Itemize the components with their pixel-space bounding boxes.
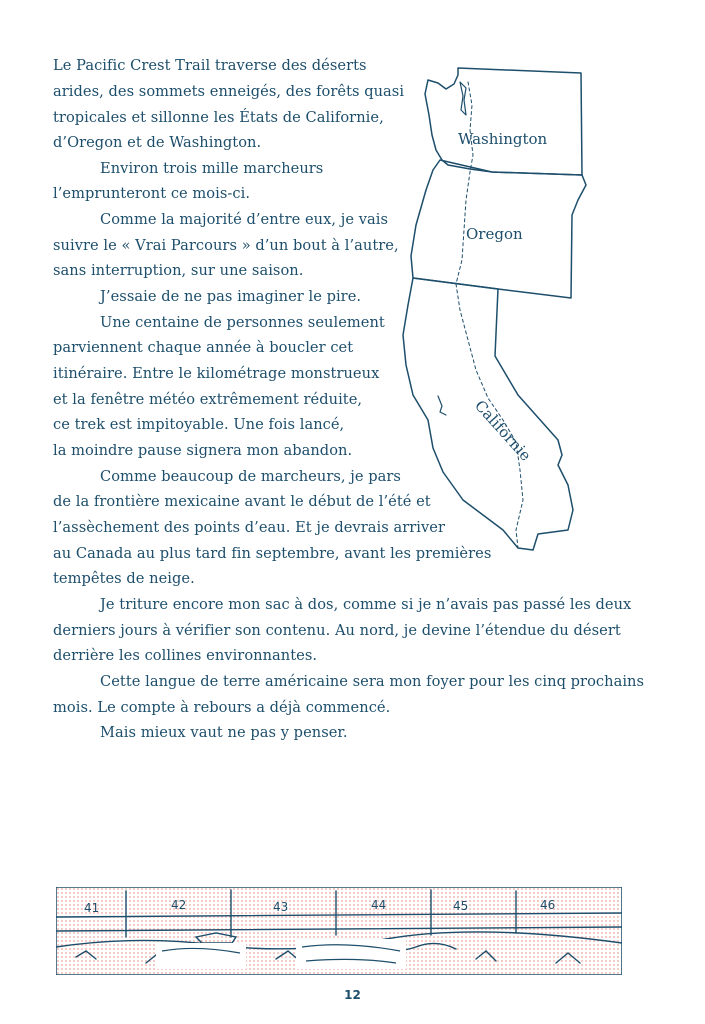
distance-marker: 45 [453, 899, 469, 913]
puget-sound-outline [460, 82, 466, 115]
text-line: Cette langue de terre américaine sera mon foyer pour les cinq prochains [100, 673, 645, 690]
text-line: Le Pacific Crest Trail traverse des déserts [53, 57, 367, 74]
text-line: au Canada au plus tard fin septembre, avant les premières [53, 545, 492, 562]
text-line: de la frontière mexicaine avant le début de l’été et [53, 493, 431, 510]
text-line: itinéraire. Entre le kilométrage monstrueux [53, 365, 380, 382]
text-line: ce trek est impitoyable. Une fois lancé, [53, 416, 345, 433]
text-line: derniers jours à vérifier son contenu. Au nord, je devine l’étendue du désert [53, 622, 621, 639]
page-number: 12 [344, 988, 361, 1002]
text-line: sans interruption, sur une saison. [53, 262, 304, 279]
text-line: tempêtes de neige. [53, 570, 195, 587]
white-ground-patch [296, 939, 406, 969]
distance-marker: 44 [371, 898, 387, 912]
text-line: tropicales et sillonne les États de Californie, [53, 109, 384, 126]
distance-marker: 42 [171, 898, 187, 912]
text-line: Je triture encore mon sac à dos, comme si je n’avais pas passé les deux [100, 596, 632, 613]
text-line: parviennent chaque année à boucler cet [53, 339, 354, 356]
text-line: Comme beaucoup de marcheurs, je pars [100, 468, 401, 485]
text-line: arides, des sommets enneigés, des forêts quasi [53, 83, 405, 100]
text-line: d’Oregon et de Washington. [53, 134, 262, 151]
text-line: Comme la majorité d’entre eux, je vais [100, 211, 389, 228]
text-line: l’assèchement des points d’eau. Et je devrais arriver [53, 519, 445, 536]
text-line: derrière les collines environnantes. [53, 647, 318, 664]
distance-marker: 43 [273, 900, 289, 914]
text-line: suivre le « Vrai Parcours » d’un bout à l’autre, [53, 237, 399, 254]
distance-marker: 46 [540, 898, 556, 912]
pacific-crest-trail-line [456, 82, 523, 548]
text-line: l’emprunteront ce mois-ci. [53, 185, 251, 202]
text-line: la moindre pause signera mon abandon. [53, 442, 353, 459]
washington-state-outline [425, 68, 582, 175]
text-line: Une centaine de personnes seulement [100, 314, 385, 331]
distance-marker: 41 [84, 901, 100, 915]
white-ground-patch [156, 943, 246, 969]
landscape-illustration [56, 887, 622, 975]
bay-area-outline [438, 396, 446, 415]
text-line: et la fenêtre météo extrêmement réduite, [53, 391, 363, 408]
text-line: J’essaie de ne pas imaginer le pire. [100, 288, 362, 305]
west-coast-map [398, 60, 588, 556]
text-line: mois. Le compte à rebours a déjà commencé. [53, 699, 391, 716]
map-label-washington: Washington [458, 130, 548, 148]
map-label-california: Californie [471, 396, 535, 465]
text-line: Mais mieux vaut ne pas y penser. [100, 724, 348, 741]
map-label-oregon: Oregon [466, 225, 523, 243]
text-line: Environ trois mille marcheurs [100, 160, 324, 177]
